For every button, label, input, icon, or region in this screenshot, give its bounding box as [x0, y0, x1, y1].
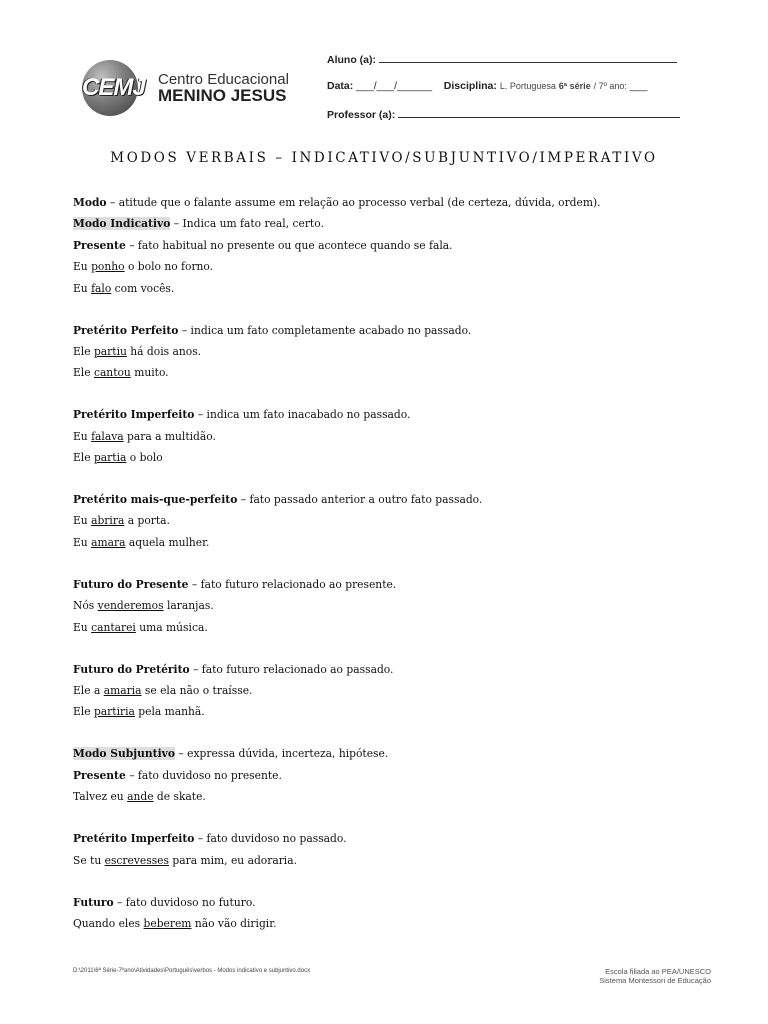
example: [73, 278, 713, 299]
aluno-blank[interactable]: [379, 52, 677, 63]
term: Pretérito Imperfeito: [73, 408, 195, 422]
example-text: Ele: [73, 705, 94, 719]
example: [73, 256, 713, 277]
school-logo: [80, 56, 300, 122]
example: [73, 850, 713, 871]
paragraph: [73, 828, 713, 849]
term: Modo: [73, 196, 107, 209]
term: Presente: [73, 768, 126, 782]
example-text: não vão dirigir.: [191, 916, 277, 930]
example-text: de skate.: [153, 790, 206, 804]
ano-label: / 7º ano:: [593, 81, 627, 91]
example-text: pela manhã.: [134, 705, 205, 719]
footer-file-path: D:\2011\6ª Série-7ºano\Atividades\Português\verbos - Modos indicativo e subjuntivo.docx: [73, 968, 311, 974]
example: [73, 913, 713, 934]
example-text: Se tu: [73, 853, 105, 867]
verb: ponho: [91, 260, 125, 274]
verb: cantarei: [91, 620, 136, 634]
term: Pretérito Perfeito: [73, 323, 179, 337]
professor-label: Professor (a):: [327, 109, 396, 121]
example-text: uma música.: [135, 620, 208, 634]
verb: ande: [127, 790, 154, 804]
definition: – fato futuro relacionado ao presente.: [188, 577, 397, 591]
example-text: Ele a: [73, 684, 104, 697]
example-text: a porta.: [124, 514, 170, 528]
example-text: Ele: [73, 451, 94, 465]
example-text: para a multidão.: [123, 429, 216, 443]
verb: partiria: [93, 705, 135, 719]
paragraph: [73, 659, 713, 680]
paragraph: [73, 892, 713, 913]
verb: partiu: [93, 344, 127, 358]
example: [73, 532, 713, 553]
definition: – expressa dúvida, incerteza, hipótese.: [175, 747, 389, 761]
ano-blank[interactable]: ___: [629, 80, 648, 92]
verb: cantou: [93, 366, 131, 380]
example-text: há dois anos.: [126, 344, 202, 358]
example: [73, 447, 713, 468]
professor-field: [327, 107, 680, 121]
paragraph: [73, 235, 713, 256]
verb: partia: [93, 451, 127, 465]
definition: – Indica um fato real, certo.: [170, 217, 324, 231]
definition: – atitude que o falante assume em relação ao processo verbal (de certeza, dúvida, ordem).: [106, 196, 601, 209]
example-text: para mim, eu adoraria.: [169, 853, 297, 867]
example-text: muito.: [130, 366, 169, 380]
verb: falava: [91, 429, 124, 443]
data-disciplina-field: [327, 80, 647, 92]
data-label: Data:: [327, 80, 354, 92]
example: [73, 341, 713, 362]
example: [73, 680, 713, 701]
example-text: Eu: [73, 429, 92, 443]
logo-line2: MENINO JESUS: [158, 86, 287, 105]
example-text: Eu: [73, 620, 92, 634]
example-text: Eu: [73, 535, 92, 549]
example-text: se ela não o traísse.: [141, 684, 253, 697]
definition: – fato duvidoso no passado.: [194, 832, 347, 846]
example-text: Ele: [73, 344, 94, 358]
term-highlighted: Modo Indicativo: [73, 217, 171, 231]
data-blank[interactable]: ___/___/______: [356, 80, 433, 92]
definition: – fato duvidoso no presente.: [125, 768, 282, 782]
verb: escrevesses: [104, 853, 169, 867]
example: [73, 426, 713, 447]
example-text: com vocês.: [111, 281, 175, 295]
footer-line1: Escola filiada ao PEA/UNESCO: [605, 967, 711, 976]
serie-label: 6ª série: [558, 81, 591, 91]
example-text: Nós: [73, 599, 98, 613]
example-text: aquela mulher.: [125, 535, 210, 549]
verb: venderemos: [97, 599, 164, 613]
example: [73, 595, 713, 616]
example: [73, 617, 713, 638]
paragraph: [73, 404, 713, 425]
logo-mark: CEMJ: [82, 74, 145, 101]
example: [73, 701, 713, 722]
term: Futuro: [73, 895, 114, 909]
term-highlighted: Modo Subjuntivo: [73, 747, 175, 761]
definition: – indica um fato inacabado no passado.: [194, 408, 411, 422]
paragraph: [73, 765, 713, 786]
aluno-field: [327, 52, 677, 66]
page-title: MODOS VERBAIS – INDICATIVO/SUBJUNTIVO/IMPERATIVO: [110, 150, 658, 166]
paragraph: [73, 489, 713, 510]
verb: beberem: [143, 916, 192, 930]
term: Presente: [73, 238, 126, 252]
example-text: Eu: [73, 260, 92, 274]
term: Futuro do Pretérito: [73, 662, 190, 676]
paragraph: [73, 320, 713, 341]
example-text: o bolo: [126, 451, 163, 465]
term: Pretérito Imperfeito: [73, 832, 195, 846]
footer-line2: Sistema Montessori de Educação: [599, 976, 711, 985]
example: [73, 362, 713, 383]
example-text: Ele: [73, 366, 94, 380]
paragraph: [73, 213, 713, 234]
definition: – fato duvidoso no futuro.: [113, 895, 256, 909]
example-text: laranjas.: [163, 599, 214, 613]
definition: – indica um fato completamente acabado no passado.: [178, 323, 472, 337]
paragraph: [73, 574, 713, 595]
term: Futuro do Presente: [73, 577, 189, 591]
verb: falo: [91, 281, 112, 295]
footer-school-info: [599, 967, 711, 985]
example-text: Quando eles: [73, 916, 144, 930]
disciplina-label: Disciplina:: [443, 80, 497, 92]
verb: amaria: [103, 684, 142, 697]
paragraph: [73, 192, 713, 213]
example: [73, 786, 713, 807]
paragraph: [73, 743, 713, 764]
document-body: [73, 192, 713, 934]
logo-line1: Centro Educacional: [158, 71, 289, 88]
professor-blank[interactable]: [398, 107, 680, 118]
aluno-label: Aluno (a):: [327, 54, 376, 66]
example-text: Talvez eu: [73, 790, 128, 804]
term: Pretérito mais-que-perfeito: [73, 493, 238, 507]
verb: amara: [91, 535, 126, 549]
example-text: Eu: [73, 514, 92, 528]
definition: – fato futuro relacionado ao passado.: [189, 662, 394, 676]
definition: – fato habitual no presente ou que acontece quando se fala.: [125, 238, 453, 252]
definition: – fato passado anterior a outro fato passado.: [237, 493, 483, 507]
example: [73, 510, 713, 531]
verb: abrira: [91, 514, 125, 528]
example-text: o bolo no forno.: [124, 260, 214, 274]
disciplina-value: L. Portuguesa: [499, 81, 556, 91]
example-text: Eu: [73, 281, 92, 295]
